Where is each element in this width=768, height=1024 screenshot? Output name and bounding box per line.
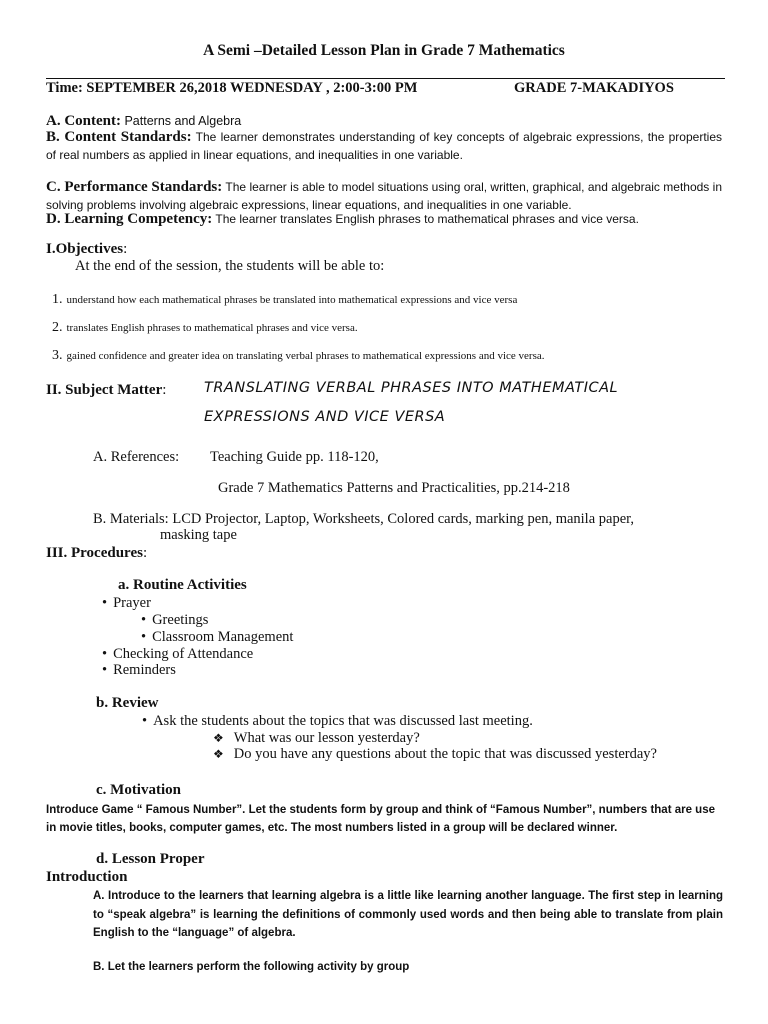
content-standards xyxy=(46,128,722,164)
introduction-point-b: B. Let the learners perform the following activity by group xyxy=(93,961,410,973)
review-question-text: What was our lesson yesterday? xyxy=(233,730,420,746)
objective-number: 2. xyxy=(52,320,63,335)
schedule-time: Time: SEPTEMBER 26,2018 WEDNESDAY , 2:00-3:00 PM xyxy=(46,80,418,96)
objective-number: 1. xyxy=(52,292,63,307)
subject-title-line2: EXPRESSIONS AND VICE VERSA xyxy=(204,409,446,425)
list-item: • Classroom Management xyxy=(141,629,293,646)
objective-text: translates English phrases to mathematical phrases and vice versa. xyxy=(66,322,358,334)
lesson-proper-heading: d. Lesson Proper xyxy=(96,851,205,867)
objective-item xyxy=(52,290,517,308)
review-question xyxy=(213,746,657,763)
subject-matter-heading-row xyxy=(46,381,166,399)
content-colon: : xyxy=(116,113,121,129)
objectives-heading: I.Objectives xyxy=(46,241,124,257)
performance-standards xyxy=(46,178,722,214)
learning-competency-label: D. Learning Competency xyxy=(46,211,208,227)
objective-item xyxy=(52,318,358,336)
objective-text: gained confidence and greater idea on translating verbal phrases to mathematical expressions and vice versa. xyxy=(66,350,545,362)
procedures-colon: : xyxy=(142,545,148,561)
motivation-heading: c. Motivation xyxy=(96,782,181,798)
subject-matter-colon: : xyxy=(162,382,167,398)
objective-text: understand how each mathematical phrases be translated into mathematical expressions and vice versa xyxy=(66,294,518,306)
procedures-heading: III. Procedures xyxy=(46,545,143,561)
routine-activities-heading: a. Routine Activities xyxy=(118,577,247,593)
introduction-point-a: A. Introduce to the learners that learning algebra is a little like learning another language. The first step in learning to “speak algebra” is learning the definitions of commonly used words and then being able to translate from plain English to the “language” of algebra. xyxy=(93,890,723,939)
content-standards-text: The learner demonstrates understanding of key concepts of algebraic expressions, the properties of real numbers as applied in linear equations, and inequalities in one variable. xyxy=(46,130,722,162)
list-item: • Checking of Attendance xyxy=(102,646,253,663)
objective-item xyxy=(52,346,545,364)
introduction-heading: Introduction xyxy=(46,869,128,885)
objectives-colon: : xyxy=(123,241,128,257)
references-label: A. References: xyxy=(93,449,180,465)
review-heading: b. Review xyxy=(96,695,159,711)
content-value: Patterns and Algebra xyxy=(121,114,242,128)
list-item: • Prayer xyxy=(102,595,151,612)
performance-standards-label: C. Performance Standards xyxy=(46,179,218,195)
reference-item: Grade 7 Mathematics Patterns and Practicalities, pp.214-218 xyxy=(218,480,570,496)
document-title: A Semi –Detailed Lesson Plan in Grade 7 Mathematics xyxy=(203,42,565,59)
subject-title-line1: TRANSLATING VERBAL PHRASES INTO MATHEMATICAL xyxy=(204,380,619,396)
content-standards-label: B. Content Standards xyxy=(46,129,187,145)
motivation-text: Introduce Game “ Famous Number”. Let the students form by group and think of “Famous Number”, numbers that are use in movie titles, books, computer games, etc. The most numbers listed in a group will be declared winner. xyxy=(46,804,715,834)
grade-section: GRADE 7-MAKADIYOS xyxy=(514,80,674,96)
procedures-heading-row xyxy=(46,544,147,562)
performance-standards-colon: : xyxy=(217,179,223,195)
review-intro: • Ask the students about the topics that was discussed last meeting. xyxy=(142,713,533,730)
learning-competency-colon: : xyxy=(207,211,213,227)
diamond-bullet-icon: ❖ xyxy=(213,747,224,761)
diamond-bullet-icon: ❖ xyxy=(213,731,224,745)
subject-matter-heading: II. Subject Matter xyxy=(46,382,163,398)
learning-competency xyxy=(46,210,639,228)
materials-line: B. Materials: LCD Projector, Laptop, Worksheets, Colored cards, marking pen, manila paper, xyxy=(93,511,635,527)
objectives-heading-row xyxy=(46,240,127,258)
content-label: A. Content xyxy=(46,113,116,129)
header-rule xyxy=(46,78,725,79)
learning-competency-text: The learner translates English phrases to mathematical phrases and vice versa. xyxy=(212,212,639,226)
review-question xyxy=(213,730,420,747)
list-item: • Greetings xyxy=(141,612,208,629)
list-item: • Reminders xyxy=(102,662,176,679)
objectives-intro: At the end of the session, the students will be able to: xyxy=(75,258,385,274)
reference-item: Teaching Guide pp. 118-120, xyxy=(210,449,379,465)
materials-line: masking tape xyxy=(160,527,237,543)
content-standards-colon: : xyxy=(186,129,192,145)
review-question-text: Do you have any questions about the topic that was discussed yesterday? xyxy=(233,746,657,762)
objective-number: 3. xyxy=(52,348,63,363)
performance-standards-text: The learner is able to model situations using oral, written, graphical, and algebraic methods in solving problems involving algebraic expressions, linear equations, and inequalities in one variable. xyxy=(46,180,723,212)
